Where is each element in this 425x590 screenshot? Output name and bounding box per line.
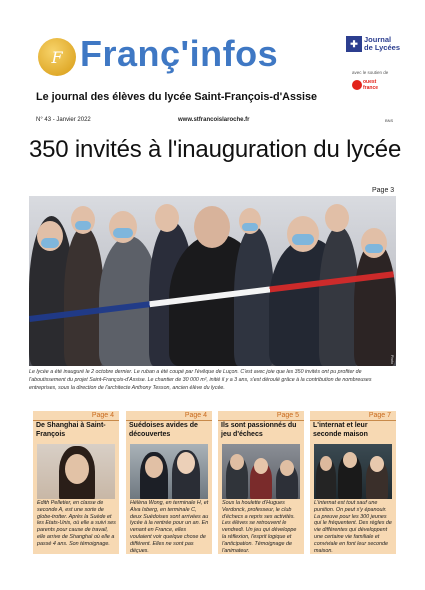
card-text: Sous la houlette d'Hugues Verdonck, professeur, le club d'échecs a repris ses activités. Les élèves se retrouvent le vendredi. Un jeu qui développe la réflexion, l'esprit logique et l'anticipation. Témoignage de l'animateur.	[222, 500, 297, 554]
lead-photo	[29, 196, 396, 366]
card-title: Suédoises avides de découvertes	[129, 422, 198, 438]
photo-credit: Photo	[390, 354, 394, 364]
card-thumbnail	[130, 444, 208, 499]
teaser-card[interactable]	[126, 411, 212, 554]
card-title: L'internat et leur seconde maison	[313, 422, 368, 438]
partner-logo: ✚ Journal de Lycées	[346, 36, 406, 54]
teaser-card[interactable]	[33, 411, 119, 554]
teaser-card[interactable]	[310, 411, 396, 554]
issue-number: N° 43 - Janvier 2022	[36, 117, 91, 123]
lead-headline: 350 invités à l'inauguration du lycée	[29, 136, 402, 163]
card-text: Hélèna Wong, en terminale H, et Alva Isberg, en terminale C, deux Suédoises sont arrivées au lycée à la rentrée pour un an. En venant en France, elles voulaient voir quelque chose de différent. Elles ne sont pas déçues.	[130, 500, 209, 554]
card-title: Ils sont passionnés du jeu d'échecs	[221, 422, 297, 438]
card-thumbnail	[222, 444, 300, 499]
lead-caption: Le lycée a été inauguré le 2 octobre dernier. Le ruban a été coupé par l'évêque de Luçon. C'est avec joie que les 350 invités ont pu profiter de l'aboutissement du projet Saint-François-d'Assise. Le chantier de 30 000 m², initié il y a 3 ans, s'est déroulé grâce à la contribution de nombreuses entreprises, sous la direction de l'architecte Anthony Tesson, ancien élève du lycée.	[29, 369, 372, 391]
card-text: L'internat est tout sauf une punition. On peut s'y épanouir. La preuve pour les 300 jeunes qui le fréquentent. Des règles de vie différentes qui développent une certaine vie familiale et conviviale en font leur seconde maison.	[314, 500, 392, 554]
teaser-card[interactable]	[218, 411, 304, 554]
card-page-ref[interactable]: Page 4	[184, 412, 207, 419]
card-page-ref[interactable]: Page 5	[276, 412, 299, 419]
card-page-ref[interactable]: Page 4	[91, 412, 114, 419]
card-title: De Shanghai à Saint-François	[36, 422, 106, 438]
card-page-ref[interactable]: Page 7	[368, 412, 391, 419]
card-thumbnail	[37, 444, 115, 499]
sponsor-logo: ouest france	[352, 78, 386, 92]
card-thumbnail	[314, 444, 392, 499]
support-text: avec le soutien de	[352, 70, 389, 75]
partner-logo-icon: ✚	[346, 36, 362, 52]
logo-icon: F	[38, 38, 76, 76]
lead-page-ref[interactable]: Page 3	[372, 187, 395, 194]
card-text: Edith Pelletier, en classe de seconde A, est une sorte de globe-trotter. Après la Suède et les Etats-Unis, où elle a suivi ses parents pour cause de travail, elle arrive de Shanghaï où elle a passé 4 ans. Son témoignage.	[37, 500, 116, 547]
sponsor-logo-icon	[352, 80, 362, 90]
tagline: Le journal des élèves du lycée Saint-François-d'Assise	[36, 91, 317, 103]
brand-title: Franç'infos	[80, 33, 279, 74]
code-label: BNS	[385, 118, 394, 123]
website-link[interactable]: www.stfrancoislaroche.fr	[178, 117, 250, 123]
masthead	[0, 0, 425, 120]
